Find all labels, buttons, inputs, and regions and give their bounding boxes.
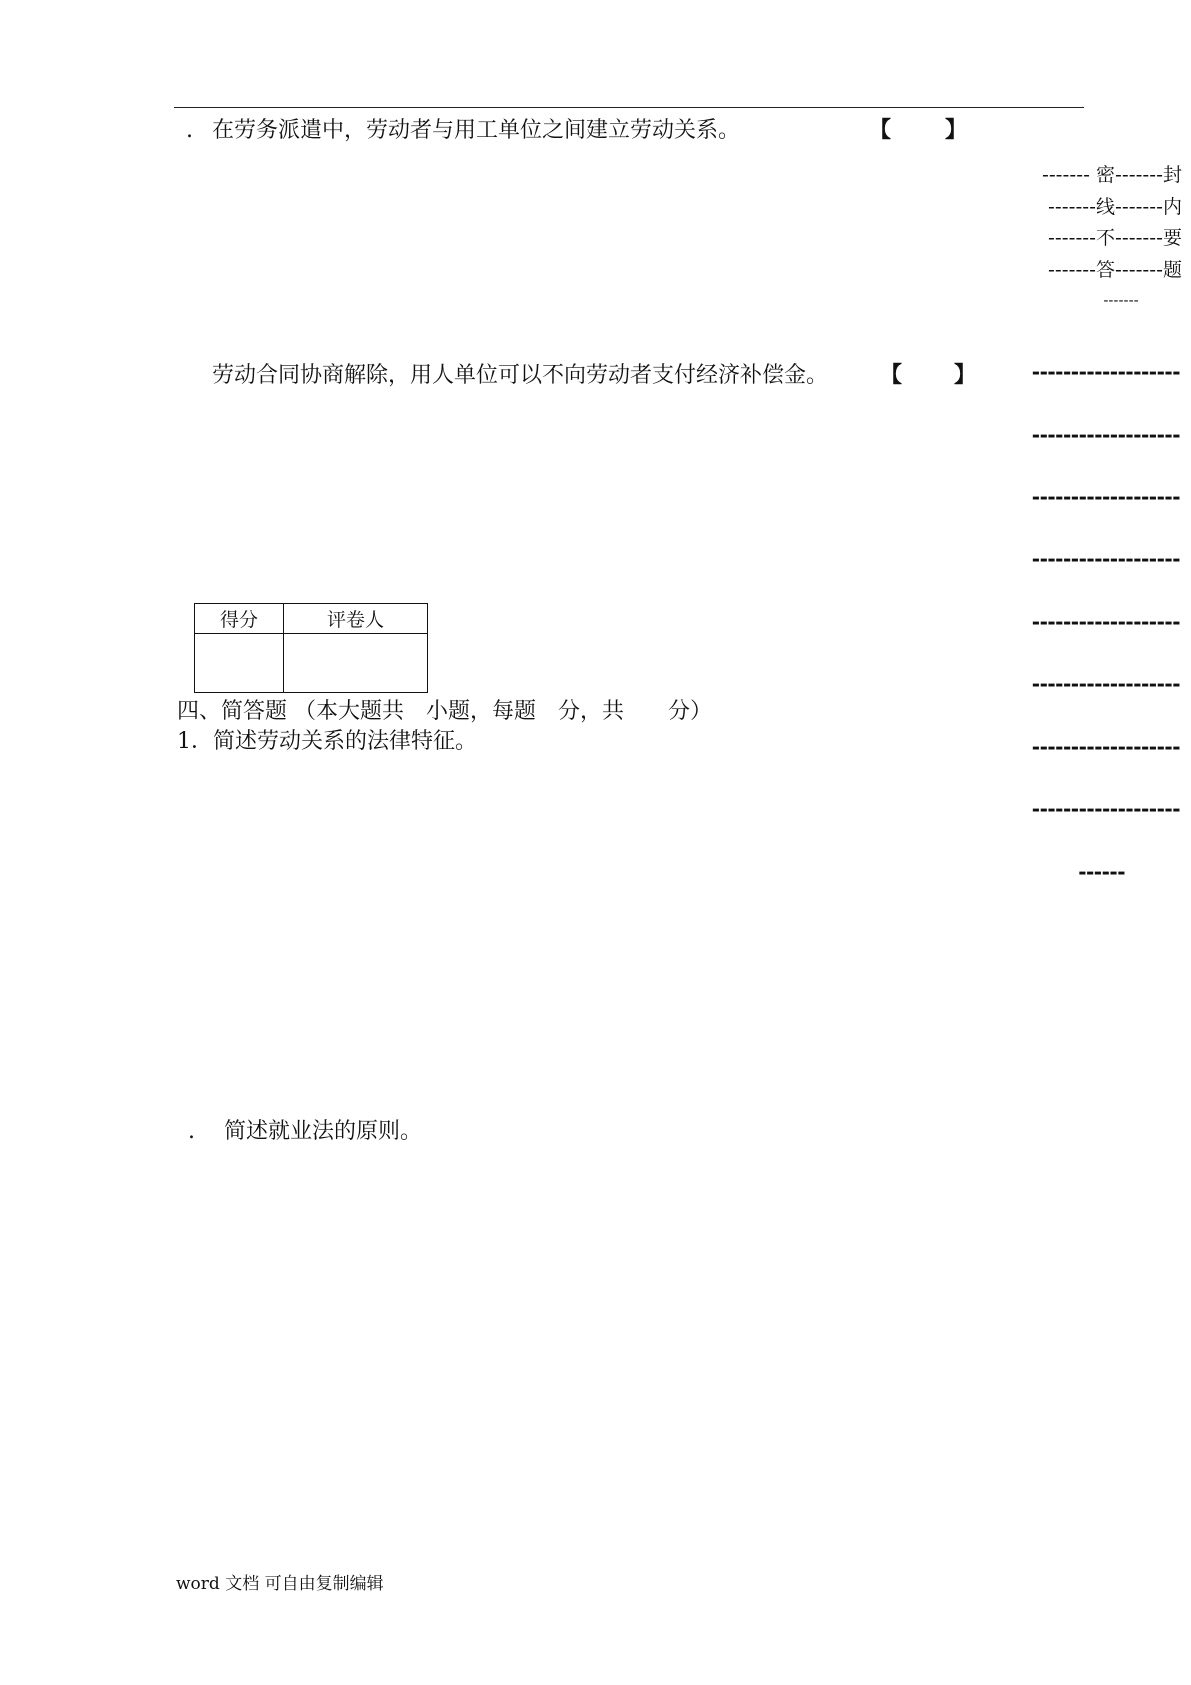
binding-dash-line: ------------------- (1031, 797, 1180, 821)
section-heading: 四、简答题 （本大题共 小题，每题 分，共 分） (177, 699, 712, 724)
judgment-question-b: 劳动合同协商解除，用人单位可以不向劳动者支付经济补偿金。 (212, 363, 829, 388)
question-number: 1． (177, 729, 213, 754)
binding-dash-line: ------------------- (1031, 735, 1180, 759)
footer-note: word 文档 可自由复制编辑 (176, 1574, 384, 1594)
score-cell[interactable] (195, 634, 284, 693)
seal-row-4: -------答-------题 (1048, 258, 1182, 281)
question-text: 在劳务派遣中，劳动者与用工单位之间建立劳动关系。 (212, 118, 741, 143)
top-rule (174, 107, 1084, 108)
question-text: 简述就业法的原则。 (224, 1119, 423, 1144)
score-table (194, 603, 428, 693)
short-answer-question-1 (177, 724, 477, 755)
seal-line-notice (1010, 160, 1190, 318)
top-rule-dot: . (1081, 100, 1085, 111)
seal-row-1: ------- 密-------封 (1041, 164, 1182, 186)
answer-bracket-close: 】 (954, 363, 977, 388)
seal-row-3: -------不-------要 (1048, 227, 1182, 249)
question-number: . (188, 1119, 195, 1144)
seal-row-2: -------线-------内 (1048, 195, 1182, 218)
question-number: . (186, 118, 193, 143)
seal-row-5: ------- (1103, 293, 1139, 309)
short-answer-question-2 (188, 1114, 422, 1145)
grader-header: 评卷人 (284, 604, 428, 634)
grader-cell[interactable] (284, 634, 428, 693)
binding-dash-line: ------------------- (1031, 485, 1180, 509)
score-header: 得分 (195, 604, 284, 634)
question-text: 简述劳动关系的法律特征。 (213, 729, 478, 754)
binding-dash-line: ------------------- (1031, 672, 1180, 696)
binding-dash-line: ------------------- (1031, 360, 1180, 384)
binding-dash-line: ------------------- (1031, 547, 1180, 571)
answer-bracket-close: 】 (945, 118, 968, 143)
binding-dash-line: ------------------- (1031, 610, 1180, 634)
judgment-question-a (186, 113, 740, 144)
answer-bracket-open: 【 (880, 363, 903, 388)
answer-bracket-open: 【 (869, 118, 892, 143)
binding-dash-line: ------------------- (1031, 423, 1180, 447)
binding-dash-line: ------ (1078, 860, 1125, 884)
